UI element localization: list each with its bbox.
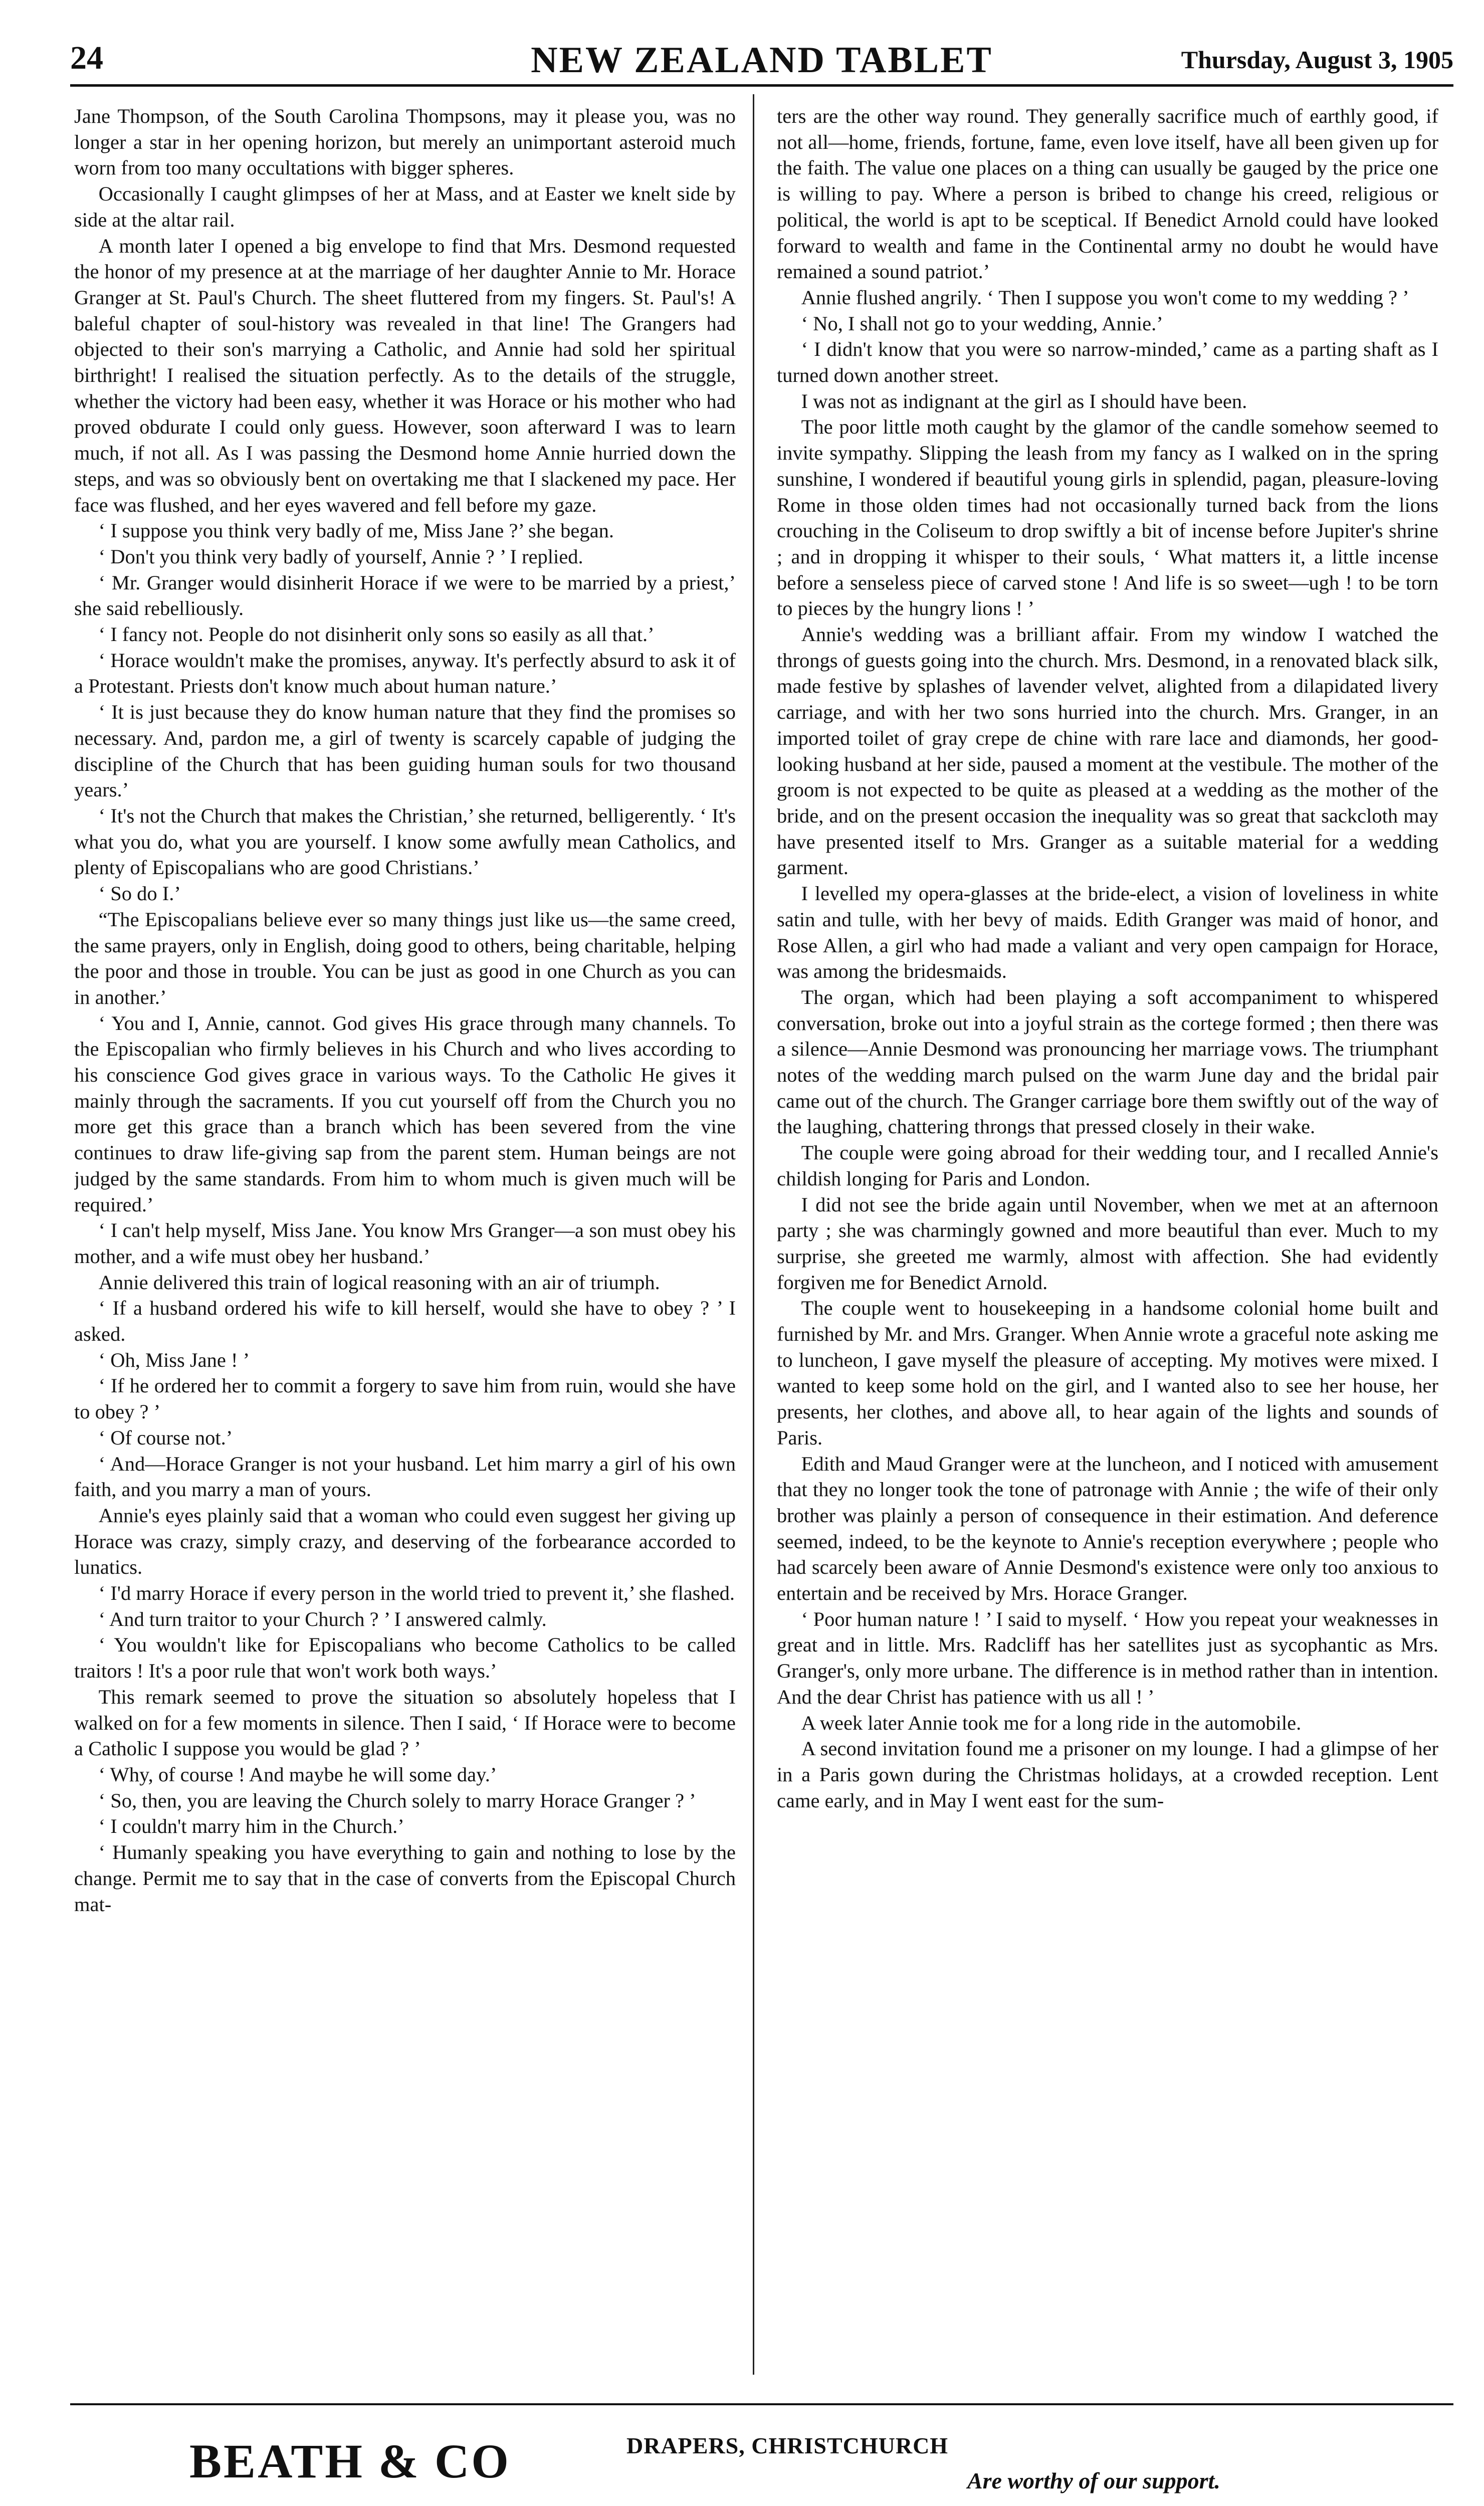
article-paragraph: ‘ You wouldn't like for Episcopalians who become Catholics to be called traitors ! It's a poor rule that won't work both ways.’	[74, 1633, 736, 1683]
article-paragraph: This remark seemed to prove the situation so absolutely hopeless that I walked on for a few moments in silence. Then I said, ‘ If Horace were to become a Catholic I suppose you would be glad ? ’	[74, 1685, 736, 1760]
article-paragraph: ‘ If a husband ordered his wife to kill herself, would she have to obey ? ’ I asked.	[74, 1297, 736, 1346]
article-paragraph: I levelled my opera-glasses at the bride-elect, a vision of loveliness in white satin and tulle, with her bevy of maids. Edith Granger was maid of honor, and Rose Allen, a girl who had made a valiant and very open campaign for Horace, was among the bridesmaids.	[777, 882, 1438, 983]
page-number: 24	[70, 40, 103, 76]
article-paragraph: ‘ Humanly speaking you have everything to gain and nothing to lose by the change. Permit me to say that in the case of converts from the Episcopal Church mat-	[74, 1841, 736, 1916]
article-paragraph: ‘ Horace wouldn't make the promises, anyway. It's perfectly absurd to ask it of a Protestant. Priests don't know much about human nature.’	[74, 649, 736, 698]
article-paragraph: ‘ Poor human nature ! ’ I said to myself. ‘ How you repeat your weaknesses in great and in little. Mrs. Radcliff has her satellites just as sycophantic as Mrs. Granger's, only more urbane. The difference is in method rather than in intention. And the dear Christ has patience with us all ! ’	[777, 1607, 1438, 1708]
article-paragraph: A second invitation found me a prisoner on my lounge. I had a glimpse of her in a Paris gown during the Christmas holidays, at a crowded reception. Lent came early, and in May I went east for the sum-	[777, 1737, 1438, 1812]
article-paragraph: ‘ So, then, you are leaving the Church solely to marry Horace Granger ? ’	[98, 1789, 696, 1812]
article-paragraph: Edith and Maud Granger were at the luncheon, and I noticed with amusement that they no longer took the tone of patronage with Annie ; the wife of their only brother was plainly a person of consequence in their estimation. And deference seemed, indeed, to be the keynote to Annie's reception everywhere ; people who had scarcely been aware of Annie Desmond's existence were only too anxious to entertain and be received by Mrs. Horace Granger.	[777, 1452, 1438, 1605]
article-paragraph: ters are the other way round. They generally sacrifice much of earthly good, if not all—home, friends, fortune, fame, even love itself, have all been given up for the faith. The value one places on a thing can usually be gauged by the price one is willing to pay. Where a person is bribed to change his creed, religious or political, the world is apt to be sceptical. If Benedict Arnold could have looked forward to wealth and fame in the Continental army no doubt he would have remained a sound patriot.’	[777, 105, 1438, 283]
article-paragraph: ‘ Of course not.’	[98, 1426, 233, 1449]
article-paragraph: The couple went to housekeeping in a handsome colonial home built and furnished by Mr. and Mrs. Granger. When Annie wrote a graceful note asking me to luncheon, I gave myself the pleasure of accepting. My motives were mixed. I wanted to keep some hold on the girl, and I wanted also to see her house, her presents, her clothes, and above all, to hear again of the lights and sounds of Paris.	[777, 1297, 1438, 1449]
header-rule	[70, 84, 1453, 87]
article-paragraph: ‘ Why, of course ! And maybe he will some day.’	[98, 1763, 497, 1786]
article-paragraph: ‘ I'd marry Horace if every person in the world tried to prevent it,’ she flashed.	[98, 1582, 735, 1605]
article-paragraph: The organ, which had been playing a soft accompaniment to whispered conversation, broke out into a joyful strain as the cortege formed ; then there was a silence—Annie Desmond was pronouncing her marriage vows. The triumphant notes of the wedding march pulsed on the warm June day and the bridal pair came out of the church. The Granger carriage bore them swiftly out of the way of the laughing, chattering throngs that pressed closely in their wake.	[777, 985, 1438, 1138]
article-paragraph: ‘ I couldn't marry him in the Church.’	[98, 1815, 404, 1838]
article-paragraph: ‘ And—Horace Granger is not your husband. Let him marry a girl of his own faith, and you marry a man of yours.	[74, 1452, 736, 1501]
article-paragraph: ‘ I can't help myself, Miss Jane. You know Mrs Granger—a son must obey his mother, and a wife must obey her husband.’	[74, 1219, 736, 1268]
article-paragraph: A month later I opened a big envelope to find that Mrs. Desmond requested the honor of my presence at at the marriage of her daughter Annie to Mr. Horace Granger at St. Paul's Church. The sheet fluttered from my fingers. St. Paul's! A baleful chapter of soul-history was revealed in that line! The Grangers had objected to their son's marrying a Catholic, and Annie had sold her spiritual birthright! I realised the situation perfectly. As to the details of the struggle, whether the victory had been easy, whether it was Horace or his mother who had proved obdurate I could only guess. However, soon afterward I was to learn much, if not all. As I was passing the Desmond home Annie hurried down the steps, and was so obviously bent on overtaking me that I slackened my pace. Her face was flushed, and her eyes wavered and fell before my gaze.	[74, 234, 736, 516]
article-paragraph: Jane Thompson, of the South Carolina Thompsons, may it please you, was no longer a star in her opening horizon, but merely an unimportant asteroid much worn from too many occultations with bigger spheres.	[74, 105, 736, 179]
advertiser-detail: DRAPERS, CHRISTCHURCH	[626, 2433, 949, 2458]
article-paragraph: ‘ Oh, Miss Jane ! ’	[98, 1348, 250, 1371]
article-paragraph: ‘ It is just because they do know human nature that they find the promises so necessary. And, pardon me, a girl of twenty is scarcely capable of judging the discipline of the Church that has been guiding human souls for two thousand years.’	[74, 701, 736, 801]
article-paragraph: ‘ I fancy not. People do not disinherit only sons so easily as all that.’	[98, 623, 655, 646]
advertisement-slogan: Are worthy of our support.	[967, 2468, 1220, 2493]
article-paragraph: Annie flushed angrily. ‘ Then I suppose you won't come to my wedding ? ’	[801, 286, 1409, 309]
article-column-left	[74, 103, 736, 2381]
article-paragraph: ‘ Don't you think very badly of yourself, Annie ? ’ I replied.	[98, 545, 583, 568]
article-paragraph: The poor little moth caught by the glamor of the candle somehow seemed to invite sympathy. Slipping the leash from my fancy as I walked on in the spring sunshine, I wondered if beautiful young girls in splendid, pagan, pleasure-loving Rome in those olden times had not occasionally turned back from the lions crouching in the Coliseum to drop swiftly a bit of incense before Jupiter's shrine ; and in dropping it whisper to their souls, ‘ What matters it, a little incense before a senseless piece of carved stone ! And life is so sweet—ugh ! to be torn to pieces by the hungry lions ! ’	[777, 415, 1438, 620]
article-paragraph: ‘ And turn traitor to your Church ? ’ I answered calmly.	[98, 1607, 547, 1630]
article-paragraph: ‘ I didn't know that you were so narrow-minded,’ came as a parting shaft as I turned down another street.	[777, 338, 1438, 387]
masthead-title: NEW ZEALAND TABLET	[531, 40, 993, 81]
article-paragraph: A week later Annie took me for a long ride in the automobile.	[801, 1711, 1302, 1734]
article-paragraph: ‘ Mr. Granger would disinherit Horace if we were to be married by a priest,’ she said rebelliously.	[74, 571, 736, 620]
article-paragraph: “The Episcopalians believe ever so many things just like us—the same creed, the same prayers, only in English, doing good to others, being charitable, helping the poor and those in trouble. You can be just as good in one Church as you can in another.’	[74, 908, 736, 1008]
article-paragraph: Annie delivered this train of logical reasoning with an air of triumph.	[98, 1271, 660, 1294]
advertisement-banner	[70, 2423, 1453, 2498]
article-paragraph: Occasionally I caught glimpses of her at Mass, and at Easter we knelt side by side at the altar rail.	[74, 182, 736, 231]
article-paragraph: ‘ If he ordered her to commit a forgery to save him from ruin, would she have to obey ? ’	[74, 1374, 736, 1423]
footer-rule	[70, 2403, 1453, 2405]
article-paragraph: The couple were going abroad for their wedding tour, and I recalled Annie's childish longing for Paris and London.	[777, 1141, 1438, 1190]
article-paragraph: ‘ I suppose you think very badly of me, Miss Jane ?’ she began.	[98, 519, 614, 542]
article-paragraph: Annie's wedding was a brilliant affair. From my window I watched the throngs of guests going into the church. Mrs. Desmond, in a renovated black silk, made festive by splashes of lavender velvet, alighted from a dilapidated livery carriage, and with her two sons hurried into the church. Mrs. Granger, in an imported toilet of gray crepe de chine with rare lace and diamonds, her good-looking husband at her side, paused a moment at the vestibule. The mother of the groom is not expected to be quite as pleased at a wedding as the mother of the bride, and on the present occasion the inequality was so great that sackcloth may have presented itself to Mrs. Granger as a suitable material for a wedding garment.	[777, 623, 1438, 879]
article-paragraph: I was not as indignant at the girl as I should have been.	[801, 389, 1247, 412]
article-paragraph: ‘ No, I shall not go to your wedding, Annie.’	[801, 312, 1163, 335]
article-paragraph: ‘ It's not the Church that makes the Christian,’ she returned, belligerently. ‘ It's what you do, what you are yourself. I know some awfully mean Catholics, and plenty of Episcopalians who are good Christians.’	[74, 804, 736, 879]
article-paragraph: ‘ So do I.’	[98, 882, 181, 905]
article-paragraph: I did not see the bride again until November, when we met at an afternoon party ; she was charmingly gowned and more beautiful than ever. Much to my surprise, she greeted me warmly, almost with affection. She had evidently forgiven me for Benedict Arnold.	[777, 1193, 1438, 1294]
article-paragraph: Annie's eyes plainly said that a woman who could even suggest her giving up Horace was crazy, simply crazy, and deserving of the forbearance accorded to lunatics.	[74, 1504, 736, 1579]
column-divider	[753, 94, 754, 2375]
page-header	[70, 39, 1453, 79]
article-column-right	[777, 103, 1438, 2381]
article-paragraph: ‘ You and I, Annie, cannot. God gives His grace through many channels. To the Episcopalian who firmly believes in his Church and who lives according to his conscience God gives grace in various ways. To the Catholic He gives it mainly through the sacraments. If you cut yourself off from the Church you no more get this grace than a branch which has been severed from the vine continues to draw life-giving sap from the parent stem. Human beings are not judged by the same standards. From him to whom much is given much will be required.’	[74, 1011, 736, 1216]
advertiser-name: BEATH & CO	[189, 2434, 511, 2488]
issue-date: Thursday, August 3, 1905	[1181, 46, 1453, 74]
